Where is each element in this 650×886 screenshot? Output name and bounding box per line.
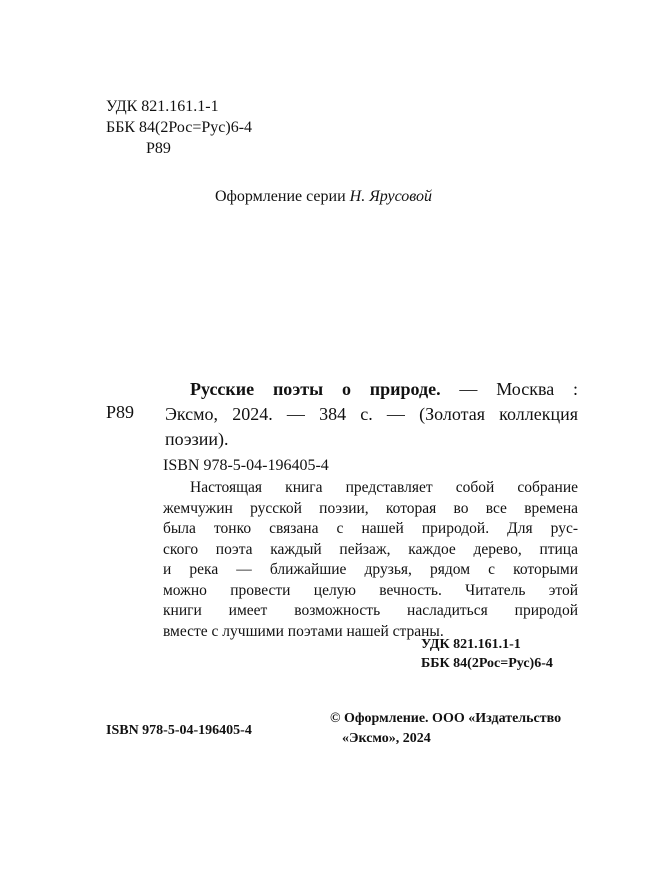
annotation [163, 478, 578, 642]
bib-line-2: Эксмо, 2024. — 384 с. — (Золотая коллекция [165, 404, 578, 424]
udk-code: УДК 821.161.1-1 [106, 98, 219, 115]
designer-name: Н. Ярусовой [349, 188, 433, 205]
annotation-line: ского поэта каждый пейзаж, каждое дерево, птица [163, 540, 578, 558]
book-title: Русские поэты о природе. [190, 379, 441, 399]
bibliographic-record [165, 377, 578, 452]
bib-cutter-mark: Р89 [106, 402, 135, 422]
bbk-code: ББК 84(2Рос=Рус)6-4 [106, 119, 253, 136]
isbn-bottom: ISBN 978-5-04-196405-4 [106, 723, 252, 738]
bib-line-3: поэзии). [165, 429, 229, 449]
bottom-bbk-code: ББК 84(2Рос=Рус)6-4 [421, 656, 553, 671]
bottom-udk-code: УДК 821.161.1-1 [421, 637, 521, 652]
annotation-line: и река — ближайшие друзья, рядом с которыми [163, 561, 578, 578]
isbn-main: ISBN 978-5-04-196405-4 [163, 457, 329, 474]
bib-line-1 [165, 377, 578, 402]
annotation-line: была тонко связана с нашей природой. Для рус- [163, 520, 578, 537]
annotation-line: вместе с лучшими поэтами нашей страны. [163, 622, 444, 640]
annotation-line: Настоящая книга представляет собой собрание [190, 479, 578, 496]
classification-codes [106, 96, 252, 159]
series-design-credit [215, 188, 432, 206]
copyright-line-2: «Эксмо», 2024 [342, 731, 431, 746]
annotation-line: можно провести целую вечность. Читатель этой [163, 581, 578, 599]
bottom-classification-codes [421, 635, 553, 673]
annotation-line: жемчужин русской поэзии, которая во все времена [163, 499, 578, 517]
copyright-notice [330, 709, 561, 749]
copyright-line-1: © Оформление. ООО «Издательство [330, 711, 562, 726]
cutter-code: Р89 [146, 140, 171, 157]
design-credit-prefix: Оформление серии [215, 188, 346, 205]
annotation-line: книги имеет возможность насладиться природой [163, 602, 578, 619]
bib-publisher-city: — Москва : [440, 379, 578, 399]
